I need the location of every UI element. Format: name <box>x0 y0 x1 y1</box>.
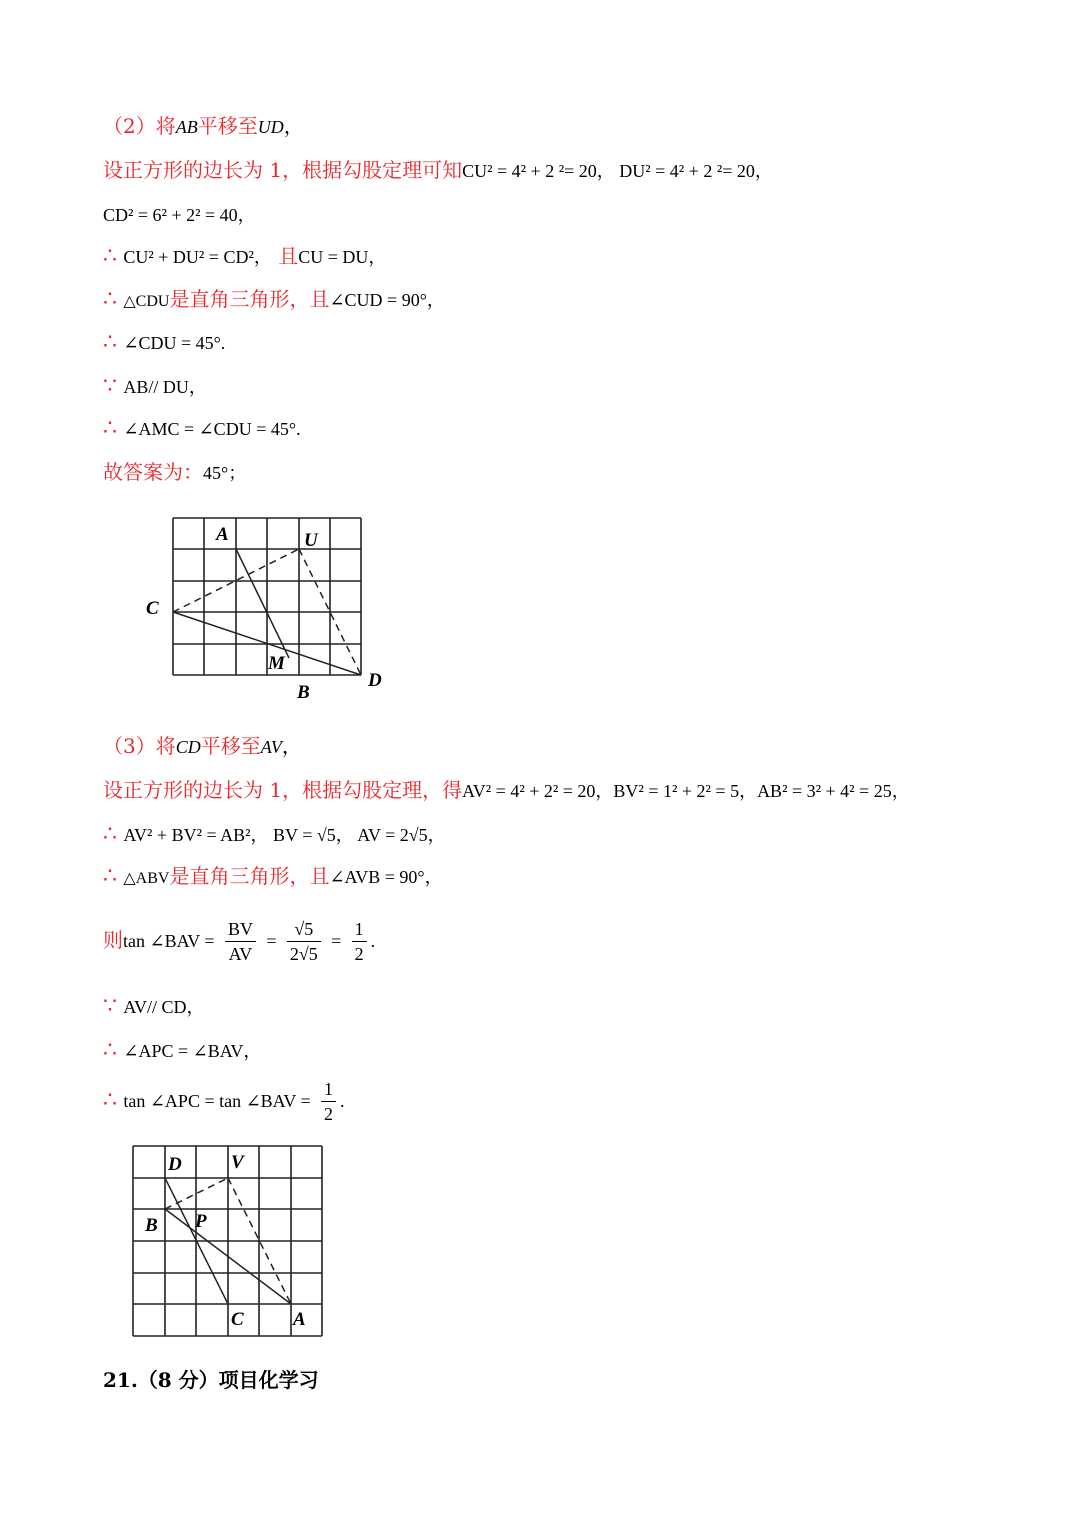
part3-parallel-line: ∵ AV// CD， <box>103 994 205 1019</box>
fraction-root5-2root5: $\frac{√5}{2√5}$ <box>287 917 321 966</box>
part3-sum-line: ∴ AV² + BV² = AB²， BV = √5， AV = 2√5， <box>103 822 446 847</box>
label-c: C <box>231 1309 244 1330</box>
section-21-heading: 21.（8 分）项目化学习 <box>103 1368 319 1392</box>
label-m: M <box>268 653 285 674</box>
label-v: V <box>231 1152 244 1173</box>
grid-figure-2 <box>125 1140 335 1345</box>
label-c: C <box>146 598 159 619</box>
grid-lines <box>133 1146 322 1336</box>
label-b: B <box>297 682 310 703</box>
part3-tan-bav-line: 则tan ∠BAV = $\frac{BV}{AV}$ = $\frac{√5}{2√5}$ = $\frac{1}{2}$ . <box>103 919 376 964</box>
label-b: B <box>145 1215 158 1236</box>
grid-figure-1 <box>140 510 400 705</box>
part2-pythagoras-line: 设正方形的边长为 1，根据勾股定理可知CU² = 4² + 2 ²= 20， DU² = 4² + 2 ²= 20， <box>103 158 773 182</box>
grid-lines <box>173 518 361 675</box>
label-d: D <box>368 670 382 691</box>
label-a: A <box>216 524 229 545</box>
part3-right-triangle-line: ∴ △ABV是直角三角形，且∠AVB = 90°， <box>103 864 443 889</box>
fraction-bv-av: $\frac{BV}{AV}$ <box>225 917 256 966</box>
part2-answer-line: 故答案为：45°； <box>103 460 247 484</box>
part3-intro: （3）将CD平移至AV， <box>103 734 302 758</box>
part2-parallel-line: ∵ AB// DU， <box>103 374 207 399</box>
fraction-one-half: $\frac{1}{2}$ <box>352 917 367 966</box>
part2-angle-cdu-line: ∴ ∠CDU = 45°. <box>103 330 226 355</box>
label-u: U <box>304 530 318 551</box>
part2-cd-squared-line: CD² = 6² + 2² = 40， <box>103 205 256 225</box>
part2-angle-amc-line: ∴ ∠AMC = ∠CDU = 45°. <box>103 416 301 441</box>
label-p: P <box>195 1211 207 1232</box>
part3-tan-apc-line: ∴ tan ∠APC = tan ∠BAV = $\frac{1}{2}$ . <box>103 1079 345 1124</box>
part3-pythagoras-line: 设正方形的边长为 1，根据勾股定理，得AV² = 4² + 2² = 20，BV² = 1² + 2² = 5，AB² = 3² + 4² = 25， <box>103 778 910 802</box>
part2-sum-line: ∴ CU² + DU² = CD²， 且CU = DU， <box>103 244 387 269</box>
part3-angle-apc-line: ∴ ∠APC = ∠BAV， <box>103 1038 262 1063</box>
label-d: D <box>168 1154 182 1175</box>
fraction-result: $\frac{1}{2}$ <box>321 1077 336 1126</box>
part2-intro: （2）将AB平移至UD， <box>103 114 304 138</box>
label-a: A <box>293 1309 306 1330</box>
part2-right-triangle-line: ∴ △CDU是直角三角形，且∠CUD = 90°， <box>103 287 445 312</box>
